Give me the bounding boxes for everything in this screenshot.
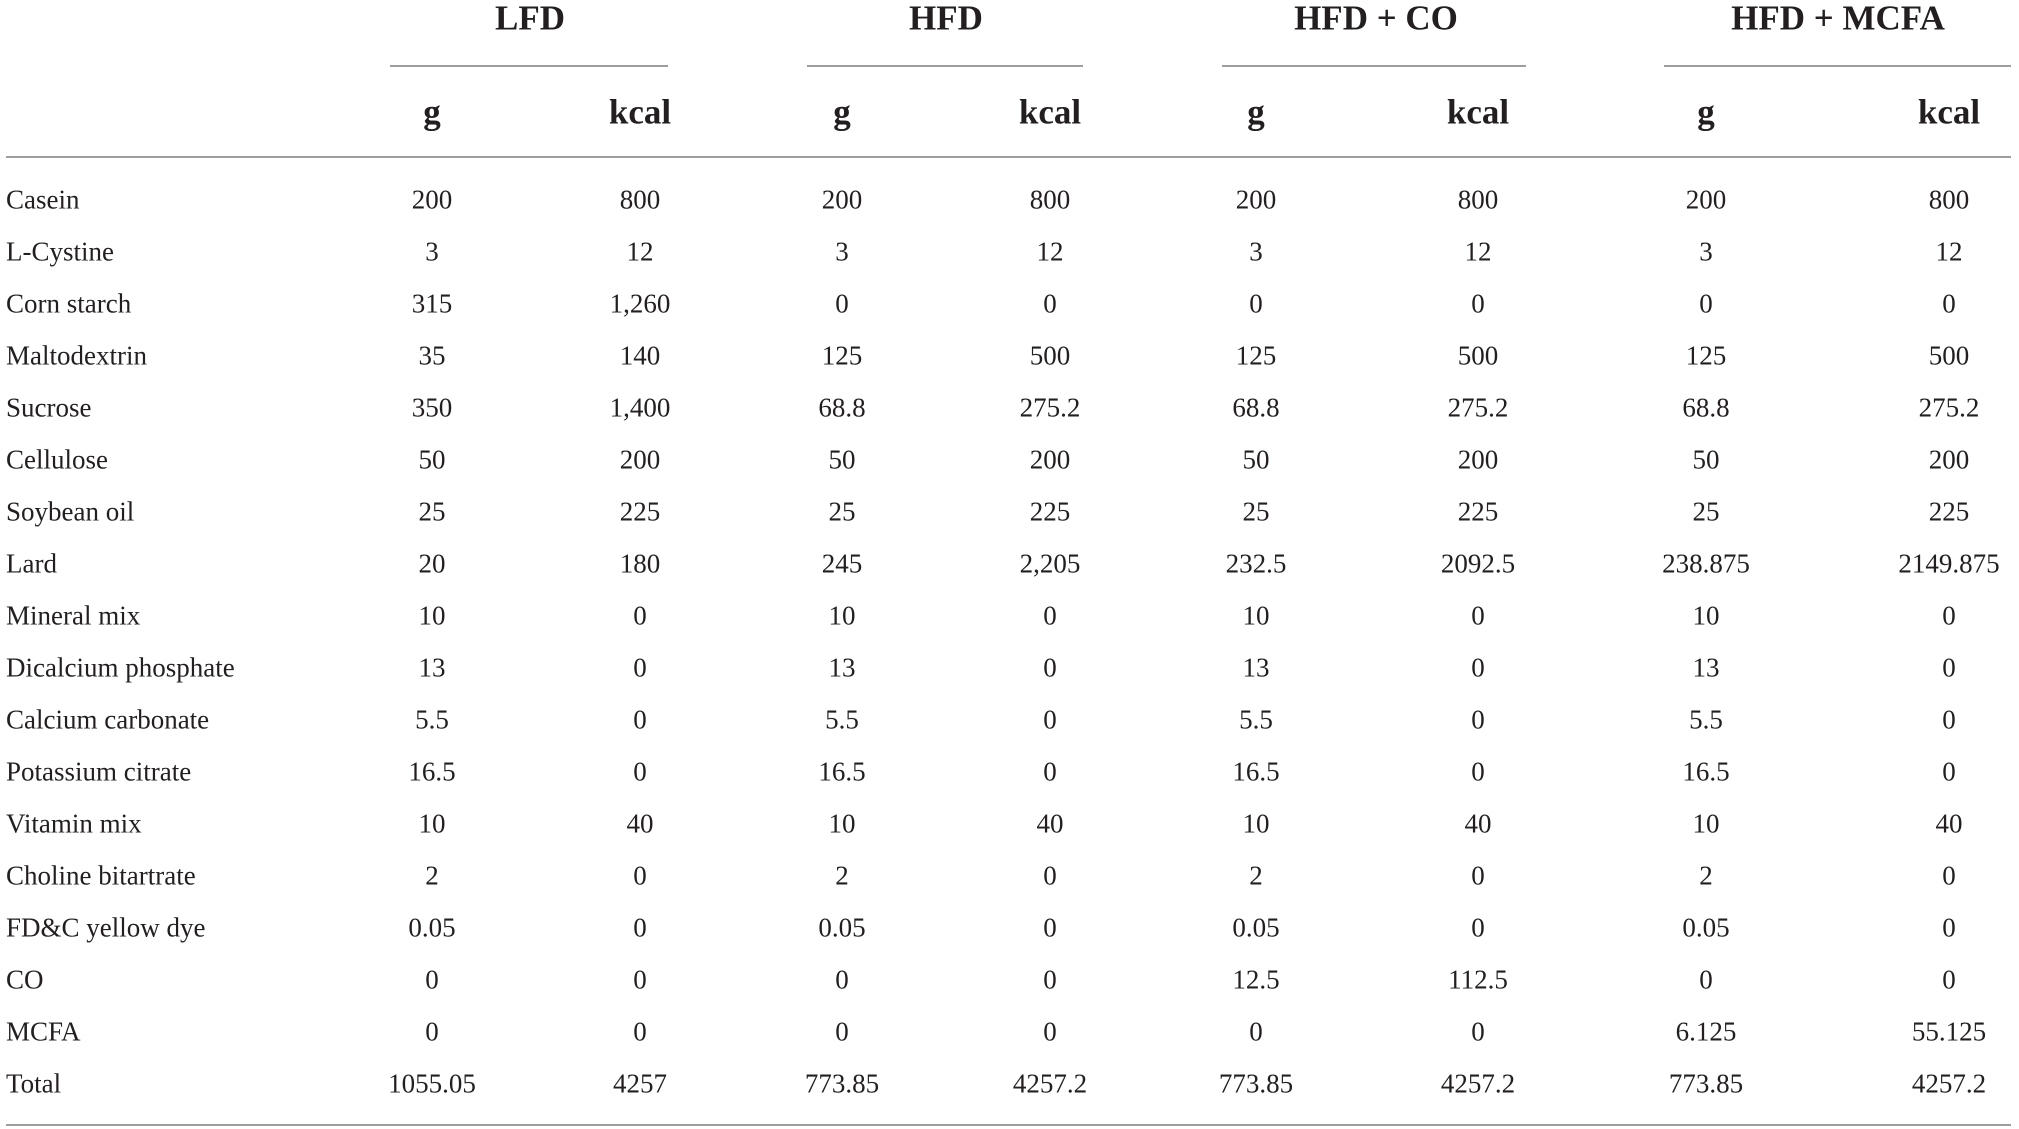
table-cell: 2 (425, 860, 439, 891)
row-label-sucrose: Sucrose (6, 392, 92, 423)
table-cell: 0 (1043, 1016, 1057, 1047)
table-cell: 0 (1471, 704, 1485, 735)
table-cell: 238.875 (1662, 548, 1750, 579)
table-cell: 773.85 (804, 1068, 880, 1099)
table-cell: 50 (418, 444, 446, 475)
table-cell: 40 (1464, 808, 1492, 839)
table-cell: 0 (1942, 652, 1956, 683)
table-cell: 12 (1036, 236, 1064, 267)
table-cell: 275.2 (1019, 392, 1081, 423)
table-cell: 10 (1692, 808, 1720, 839)
table-cell: 3 (425, 236, 439, 267)
table-cell: 800 (1029, 184, 1071, 215)
table-cell: 200 (1235, 184, 1277, 215)
table-cell: 12.5 (1232, 964, 1280, 995)
row-label-l-cystine: L-Cystine (6, 236, 114, 267)
table-cell: 773.85 (1218, 1068, 1294, 1099)
table-cell: 275.2 (1447, 392, 1509, 423)
table-cell: 40 (1036, 808, 1064, 839)
table-cell: 40 (1935, 808, 1963, 839)
table-cell: 12 (1464, 236, 1492, 267)
table-cell: 0.05 (408, 912, 456, 943)
table-cell: 1055.05 (388, 1068, 476, 1099)
table-cell: 200 (1928, 444, 1970, 475)
table-cell: 800 (1928, 184, 1970, 215)
row-label-cellulose: Cellulose (6, 444, 108, 475)
table-cell: 10 (828, 808, 856, 839)
table-cell: 0 (633, 600, 647, 631)
table-cell: 2149.875 (1898, 548, 2000, 579)
table-cell: 0 (1043, 704, 1057, 735)
table-cell: 5.5 (1689, 704, 1723, 735)
table-cell: 16.5 (1232, 756, 1280, 787)
table-cell: 0 (1942, 288, 1956, 319)
table-cell: 200 (1685, 184, 1727, 215)
table-cell: 10 (1692, 600, 1720, 631)
table-cell: 140 (619, 340, 661, 371)
table-cell: 0 (1471, 1016, 1485, 1047)
row-label-casein: Casein (6, 184, 80, 215)
table-cell: 68.8 (1232, 392, 1280, 423)
table-cell: 773.85 (1668, 1068, 1744, 1099)
unit-header-g: g (833, 92, 851, 132)
table-cell: 5.5 (1239, 704, 1273, 735)
table-cell: 55.125 (1911, 1016, 1987, 1047)
table-cell: 245 (821, 548, 863, 579)
table-cell: 0 (1043, 652, 1057, 683)
group-header-rule (807, 65, 1083, 67)
table-cell: 0 (1043, 860, 1057, 891)
row-label-lard: Lard (6, 548, 57, 579)
table-cell: 500 (1928, 340, 1970, 371)
header-rule (6, 156, 2011, 158)
table-cell: 0 (633, 652, 647, 683)
table-cell: 0.05 (818, 912, 866, 943)
table-cell: 0 (425, 1016, 439, 1047)
row-label-mcfa: MCFA (6, 1016, 81, 1047)
table-cell: 0 (1043, 288, 1057, 319)
table-cell: 0 (1043, 756, 1057, 787)
table-cell: 5.5 (415, 704, 449, 735)
table-cell: 12 (626, 236, 654, 267)
table-cell: 200 (1457, 444, 1499, 475)
table-cell: 350 (411, 392, 453, 423)
table-cell: 25 (1242, 496, 1270, 527)
table-cell: 0 (633, 1016, 647, 1047)
table-cell: 2 (1699, 860, 1713, 891)
table-cell: 225 (1928, 496, 1970, 527)
table-cell: 0 (1249, 1016, 1263, 1047)
table-cell: 25 (1692, 496, 1720, 527)
table-cell: 0.05 (1232, 912, 1280, 943)
table-cell: 2,205 (1019, 548, 1081, 579)
table-cell: 112.5 (1448, 964, 1508, 995)
table-cell: 0 (633, 964, 647, 995)
table-cell: 2 (1249, 860, 1263, 891)
unit-header-kcal: kcal (1917, 92, 1981, 132)
table-cell: 0 (1043, 912, 1057, 943)
group-header-hfd-co: HFD + CO (1294, 0, 1458, 38)
table-cell: 68.8 (818, 392, 866, 423)
row-label-corn-starch: Corn starch (6, 288, 132, 319)
table-cell: 50 (828, 444, 856, 475)
unit-header-kcal: kcal (1446, 92, 1510, 132)
table-cell: 200 (619, 444, 661, 475)
table-cell: 0 (1471, 288, 1485, 319)
row-label-co: CO (6, 964, 44, 995)
table-cell: 500 (1029, 340, 1071, 371)
table-cell: 225 (1457, 496, 1499, 527)
table-cell: 16.5 (1682, 756, 1730, 787)
unit-header-g: g (423, 92, 441, 132)
table-cell: 0 (425, 964, 439, 995)
table-cell: 0 (633, 912, 647, 943)
table-cell: 0 (1043, 964, 1057, 995)
table-cell: 20 (418, 548, 446, 579)
row-label-potassium-citrate: Potassium citrate (6, 756, 192, 787)
table-cell: 800 (1457, 184, 1499, 215)
table-cell: 1,260 (609, 288, 671, 319)
table-cell: 25 (828, 496, 856, 527)
table-cell: 50 (1692, 444, 1720, 475)
table-cell: 2 (835, 860, 849, 891)
table-cell: 315 (411, 288, 453, 319)
table-cell: 13 (828, 652, 856, 683)
table-cell: 0 (1942, 860, 1956, 891)
table-cell: 16.5 (818, 756, 866, 787)
table-cell: 13 (418, 652, 446, 683)
table-cell: 0 (1471, 652, 1485, 683)
table-cell: 0 (835, 964, 849, 995)
table-cell: 800 (619, 184, 661, 215)
table-cell: 10 (1242, 600, 1270, 631)
table-bottom-rule (6, 1124, 2011, 1126)
table-cell: 4257 (613, 1068, 667, 1099)
table-cell: 0 (1471, 600, 1485, 631)
row-label-fdandc-yellow-dye: FD&C yellow dye (6, 912, 206, 943)
table-cell: 13 (1242, 652, 1270, 683)
group-header-rule (1222, 65, 1526, 67)
table-cell: 4257.2 (1012, 1068, 1088, 1099)
row-label-soybean-oil: Soybean oil (6, 496, 135, 527)
table-cell: 10 (1242, 808, 1270, 839)
group-header-rule (390, 65, 668, 67)
group-header-hfd-mcfa: HFD + MCFA (1731, 0, 1945, 38)
table-cell: 50 (1242, 444, 1270, 475)
table-cell: 13 (1692, 652, 1720, 683)
table-cell: 25 (418, 496, 446, 527)
table-cell: 232.5 (1225, 548, 1287, 579)
group-header-hfd: HFD (909, 0, 983, 38)
table-cell: 4257.2 (1440, 1068, 1516, 1099)
row-label-calcium-carbonate: Calcium carbonate (6, 704, 210, 735)
table-cell: 0 (835, 1016, 849, 1047)
table-cell: 0 (1942, 600, 1956, 631)
table-cell: 0 (1942, 912, 1956, 943)
table-cell: 0 (1699, 288, 1713, 319)
table-cell: 225 (619, 496, 661, 527)
table-cell: 10 (828, 600, 856, 631)
row-label-choline-bitartrate: Choline bitartrate (6, 860, 196, 891)
table-cell: 68.8 (1682, 392, 1730, 423)
table-cell: 1,400 (609, 392, 671, 423)
row-label-maltodextrin: Maltodextrin (6, 340, 147, 371)
table-cell: 0 (1942, 964, 1956, 995)
table-cell: 2092.5 (1440, 548, 1516, 579)
row-label-total: Total (6, 1068, 62, 1099)
table-cell: 5.5 (825, 704, 859, 735)
table-cell: 500 (1457, 340, 1499, 371)
table-cell: 125 (1235, 340, 1277, 371)
group-header-rule (1664, 65, 2011, 67)
table-cell: 0 (1942, 704, 1956, 735)
table-cell: 6.125 (1675, 1016, 1737, 1047)
table-cell: 16.5 (408, 756, 456, 787)
table-cell: 225 (1029, 496, 1071, 527)
table-cell: 0 (1043, 600, 1057, 631)
table-cell: 0 (1942, 756, 1956, 787)
table-cell: 180 (619, 548, 661, 579)
unit-header-kcal: kcal (608, 92, 672, 132)
table-cell: 3 (1249, 236, 1263, 267)
table-cell: 275.2 (1918, 392, 1980, 423)
table-cell: 3 (1699, 236, 1713, 267)
table-cell: 0.05 (1682, 912, 1730, 943)
unit-header-g: g (1697, 92, 1715, 132)
table-cell: 200 (411, 184, 453, 215)
table-cell: 40 (626, 808, 654, 839)
row-label-dicalcium-phosphate: Dicalcium phosphate (6, 652, 235, 683)
row-label-mineral-mix: Mineral mix (6, 600, 141, 631)
table-cell: 0 (1471, 860, 1485, 891)
table-cell: 35 (418, 340, 446, 371)
table-cell: 0 (1471, 912, 1485, 943)
table-cell: 0 (633, 704, 647, 735)
table-cell: 3 (835, 236, 849, 267)
table-cell: 0 (1699, 964, 1713, 995)
table-cell: 0 (633, 756, 647, 787)
table-cell: 0 (835, 288, 849, 319)
table-cell: 125 (821, 340, 863, 371)
row-label-vitamin-mix: Vitamin mix (6, 808, 142, 839)
table-cell: 0 (1249, 288, 1263, 319)
table-cell: 4257.2 (1911, 1068, 1987, 1099)
table-cell: 200 (821, 184, 863, 215)
unit-header-kcal: kcal (1018, 92, 1082, 132)
table-cell: 10 (418, 600, 446, 631)
table-cell: 125 (1685, 340, 1727, 371)
table-cell: 200 (1029, 444, 1071, 475)
table-cell: 12 (1935, 236, 1963, 267)
table-cell: 0 (633, 860, 647, 891)
table-cell: 10 (418, 808, 446, 839)
group-header-lfd: LFD (495, 0, 565, 38)
unit-header-g: g (1247, 92, 1265, 132)
table-cell: 0 (1471, 756, 1485, 787)
